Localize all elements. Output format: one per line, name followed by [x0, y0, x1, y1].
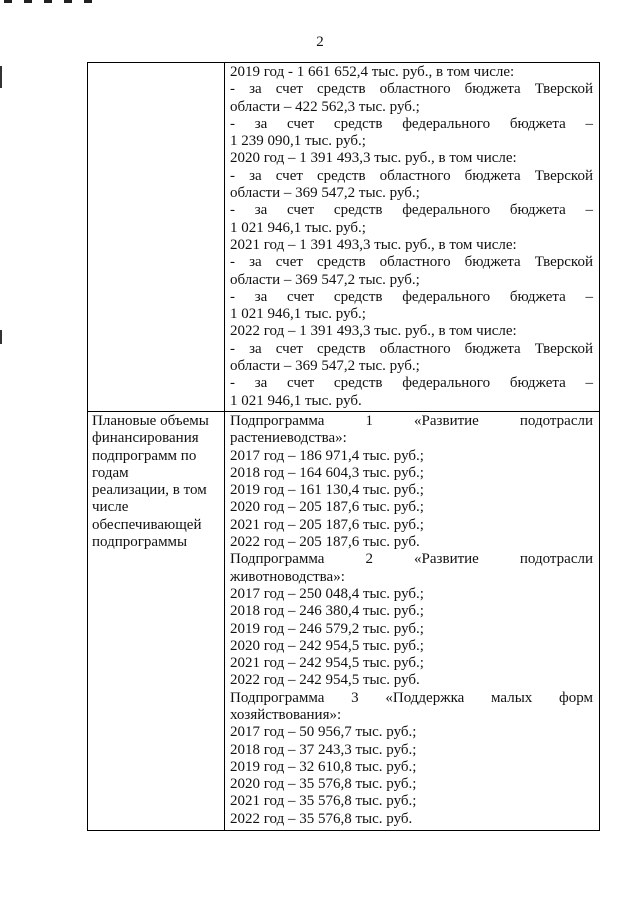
scan-artifact-dash [64, 0, 72, 3]
table-row [88, 411, 600, 830]
label-line: числе [92, 499, 129, 516]
label-line: подпрограммы [92, 534, 188, 551]
text-line: Подпрограмма 1 «Развитие подотрасли [230, 412, 593, 429]
scan-artifact-dash [84, 0, 92, 3]
text-line: - за счет средств федерального бюджета – [230, 375, 593, 392]
text-line: - за счет средств федерального бюджета – [230, 115, 593, 132]
label-line: Плановые объемы [92, 412, 209, 429]
text-line: 2019 год – 246 579,2 тыс. руб.; [230, 620, 424, 637]
text-line: 2017 год – 250 048,4 тыс. руб.; [230, 585, 424, 602]
row-value-cell [225, 411, 600, 830]
text-line: 2021 год – 1 391 493,3 тыс. руб., в том числе: [230, 236, 517, 253]
text-line: 1 021 946,1 тыс. руб.; [230, 306, 366, 323]
text-line: 2020 год – 242 954,5 тыс. руб.; [230, 637, 424, 654]
funding-lines [225, 413, 599, 828]
text-line: 2017 год – 186 971,4 тыс. руб.; [230, 447, 424, 464]
text-line: 1 021 946,1 тыс. руб.; [230, 219, 366, 236]
text-line: 2018 год – 246 380,4 тыс. руб.; [230, 603, 424, 620]
row-label-cell [88, 63, 225, 412]
text-line: - за счет средств областного бюджета Тверской [230, 167, 593, 184]
text-line: 2021 год – 242 954,5 тыс. руб.; [230, 655, 424, 672]
text-line: - за счет средств областного бюджета Тверской [230, 81, 593, 98]
text-line: Подпрограмма 3 «Поддержка малых форм [230, 689, 593, 706]
text-line: 2017 год – 50 956,7 тыс. руб.; [230, 724, 417, 741]
text-line: Подпрограмма 2 «Развитие подотрасли [230, 551, 593, 568]
scan-artifact-dash [24, 0, 32, 3]
text-line: 2022 год – 35 576,8 тыс. руб. [230, 810, 413, 827]
scan-artifact-dash [44, 0, 52, 3]
row-value-cell [225, 63, 600, 412]
label-line: годам [92, 464, 129, 481]
label-line: обеспечивающей [92, 516, 202, 533]
text-line: 2020 год – 1 391 493,3 тыс. руб., в том числе: [230, 150, 517, 167]
scan-artifact-dash [4, 0, 12, 3]
text-line: 2019 год – 32 610,8 тыс. руб.; [230, 758, 417, 775]
text-line: 2022 год – 205 187,6 тыс. руб. [230, 534, 420, 551]
text-line: - за счет средств федерального бюджета – [230, 288, 593, 305]
funding-lines [225, 64, 599, 410]
text-line: 2022 год – 1 391 493,3 тыс. руб., в том числе: [230, 323, 517, 340]
text-line: 2020 год – 35 576,8 тыс. руб.; [230, 776, 417, 793]
text-line: животноводства»: [230, 568, 345, 585]
text-line: 2022 год – 242 954,5 тыс. руб. [230, 672, 420, 689]
table-row [88, 63, 600, 412]
text-line: области – 369 547,2 тыс. руб.; [230, 185, 420, 202]
text-line: 2019 год - 1 661 652,4 тыс. руб., в том числе: [230, 64, 515, 80]
text-line: 2018 год – 164 604,3 тыс. руб.; [230, 464, 424, 481]
page-number: 2 [316, 34, 324, 50]
row-label [88, 413, 224, 551]
text-line: 2020 год – 205 187,6 тыс. руб.; [230, 499, 424, 516]
text-line: 2018 год – 37 243,3 тыс. руб.; [230, 741, 417, 758]
text-line: 2021 год – 205 187,6 тыс. руб.; [230, 516, 424, 533]
text-line: хозяйствования»: [230, 706, 342, 723]
text-line: 1 021 946,1 тыс. руб. [230, 392, 362, 409]
text-line: области – 369 547,2 тыс. руб.; [230, 358, 420, 375]
text-line: 1 239 090,1 тыс. руб.; [230, 133, 366, 150]
text-line: - за счет средств областного бюджета Тверской [230, 254, 593, 271]
scan-artifact-edge-mark [0, 330, 2, 344]
row-label-cell [88, 411, 225, 830]
text-line: области – 369 547,2 тыс. руб.; [230, 271, 420, 288]
text-line: - за счет средств областного бюджета Тверской [230, 340, 593, 357]
text-line: 2021 год – 35 576,8 тыс. руб.; [230, 793, 417, 810]
text-line: области – 422 562,3 тыс. руб.; [230, 98, 420, 115]
text-line: - за счет средств федерального бюджета – [230, 202, 593, 219]
program-funding-table [87, 62, 600, 831]
text-line: растениеводства»: [230, 430, 347, 447]
label-line: подпрограмм по [92, 447, 197, 464]
label-line: реализации, в том [92, 482, 207, 499]
text-line: 2019 год – 161 130,4 тыс. руб.; [230, 482, 424, 499]
scan-artifact-edge-mark [0, 66, 2, 88]
label-line: финансирования [92, 430, 199, 447]
